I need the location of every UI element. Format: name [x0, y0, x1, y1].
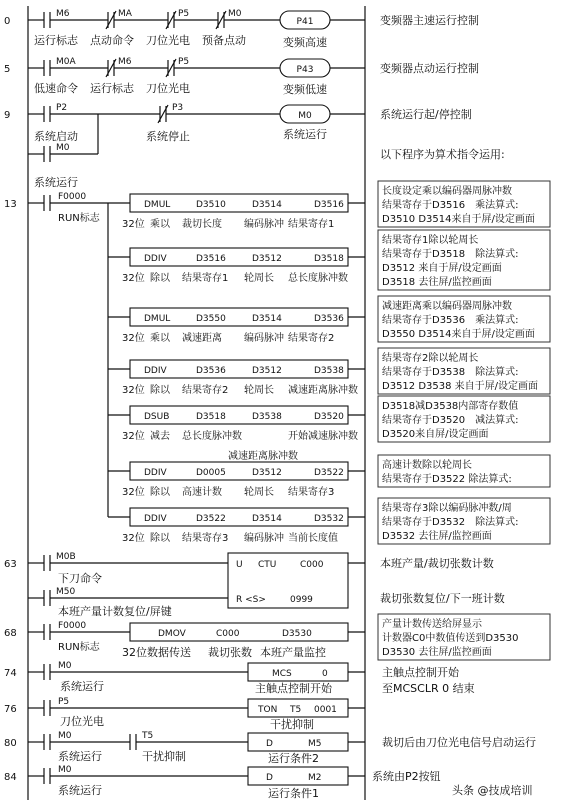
- operand-c: D3520: [314, 412, 344, 422]
- instruction-desc: 32位: [122, 385, 145, 396]
- instruction-desc: 减速距离脉冲数: [228, 451, 298, 462]
- counter-register: C000: [300, 560, 324, 570]
- comment-line: 结果寄存于D3518 除法算式:: [382, 249, 519, 260]
- step-number: 0: [4, 16, 11, 27]
- counter-input: U: [236, 560, 243, 570]
- instruction-desc: 减速距离脉冲数: [288, 385, 358, 396]
- rung-76: [4, 697, 365, 731]
- instruction-op: DDIV: [144, 366, 167, 376]
- instruction-label: 干扰抑制: [270, 718, 314, 731]
- comment-line: D3518 去往屏/监控画面: [382, 277, 492, 288]
- contact-label: 系统启动: [34, 130, 78, 143]
- instruction-desc: 结果寄存1: [182, 273, 229, 284]
- step-number: 9: [4, 110, 11, 121]
- comment-line: 结果寄存于D3522 除法算式:: [382, 474, 512, 485]
- instruction-op: D: [266, 739, 273, 749]
- comment-line: 长度设定乘以编码器周脉冲数: [382, 186, 512, 197]
- operand-b: D3514: [252, 314, 282, 324]
- operand-a: D3536: [196, 366, 226, 376]
- coil-address: M0: [298, 111, 312, 121]
- comment-line: 结果寄存于D3532 除法算式:: [382, 517, 519, 528]
- comment-line: D3530 去往屏/监控画面: [382, 647, 492, 658]
- instruction-list: [108, 194, 365, 544]
- instruction-desc: 32位: [122, 219, 145, 230]
- instruction-desc: 结果寄存1: [288, 219, 335, 230]
- operand-c: D3532: [314, 514, 344, 524]
- step-number: 5: [4, 64, 11, 75]
- instruction-desc: 32位: [122, 333, 145, 344]
- instruction-desc: 除以: [150, 385, 170, 396]
- instruction-op: DDIV: [144, 514, 167, 524]
- rung-80: [4, 731, 536, 765]
- operand-b: D3514: [252, 200, 282, 210]
- instruction-desc: 结果寄存3: [288, 487, 335, 498]
- operand-a: C000: [216, 629, 240, 639]
- instruction-desc: 32位数据传送: [122, 646, 191, 659]
- operand-c: D3522: [314, 468, 344, 478]
- instruction-desc: 乘以: [150, 219, 170, 230]
- coil-label: 变频高速: [283, 36, 327, 49]
- rung-comment: 裁切张数复位/下一班计数: [380, 592, 505, 605]
- operand-a: D3516: [196, 254, 226, 264]
- comment-line: 结果寄存2除以轮周长: [382, 353, 479, 364]
- instruction-op: DMUL: [144, 200, 171, 210]
- instruction-op: TON: [258, 705, 278, 715]
- comment-line: 产量计数传送给屏显示: [382, 619, 482, 630]
- rung-74: [4, 661, 475, 695]
- operand-b: D3512: [252, 468, 282, 478]
- contact-address: MA: [118, 9, 132, 19]
- section-note: 以下程序为算术指令运用:: [380, 148, 505, 161]
- comment-line: 结果寄存于D3520 减法算式:: [382, 415, 519, 426]
- rung-comment: 本班产量/裁切张数计数: [380, 557, 494, 570]
- comment-line: D3520来自屏/设定画面: [382, 429, 489, 440]
- instruction-arg: M2: [308, 773, 322, 783]
- instruction-desc: 减去: [150, 431, 170, 442]
- contact-label: 系统运行: [60, 680, 104, 693]
- instruction-desc: 除以: [150, 487, 170, 498]
- contact-address: T5: [142, 731, 154, 741]
- instruction-desc: 除以: [150, 273, 170, 284]
- operand-a: D0005: [196, 468, 226, 478]
- contact-label: 运行标志: [34, 34, 78, 47]
- instruction-desc: 减速距离: [182, 333, 222, 344]
- instruction-arg: 0001: [314, 705, 337, 715]
- coil-address: P41: [296, 17, 314, 27]
- operand-a: D3518: [196, 412, 226, 422]
- counter-preset: 0999: [290, 595, 313, 605]
- instruction-desc: 32位: [122, 431, 145, 442]
- instruction-desc: 轮周长: [244, 273, 274, 284]
- instruction-desc: 当前长度值: [288, 533, 338, 544]
- contact-label: 运行标志: [90, 82, 134, 95]
- counter-op: CTU: [258, 560, 277, 570]
- operand-b: D3512: [252, 366, 282, 376]
- rung-comment: 裁切后由刀位光电信号启动运行: [382, 736, 536, 749]
- step-number: 13: [4, 199, 17, 210]
- instruction-desc: 轮周长: [244, 385, 274, 396]
- operand-c: D3516: [314, 200, 344, 210]
- contact-label: 干扰抑制: [142, 750, 186, 763]
- instruction-desc: 编码脉冲: [244, 219, 284, 230]
- step-number: 84: [4, 772, 17, 783]
- comment-line: D3532 去往屏/监控画面: [382, 531, 492, 542]
- instruction-desc: 轮周长: [244, 487, 274, 498]
- comment-line: 高速计数除以轮周长: [382, 460, 472, 471]
- contact-label: 下刀命令: [58, 572, 102, 585]
- rung-5: [4, 57, 479, 96]
- instruction-arg: M5: [308, 739, 322, 749]
- comment-line: D3550 D3514来自于屏/设定画面: [382, 329, 535, 340]
- step-number: 63: [4, 559, 17, 570]
- instruction-desc: 乘以: [150, 333, 170, 344]
- instruction-desc: 总长度脉冲数: [288, 273, 348, 284]
- rung-13: [4, 181, 550, 544]
- contact-label: 低速命令: [34, 82, 78, 95]
- step-number: 76: [4, 704, 17, 715]
- contact-address: M0: [58, 765, 72, 775]
- contact-address: M6: [56, 9, 70, 19]
- instruction-comments: [378, 181, 550, 544]
- rung-9: [4, 103, 505, 189]
- contact-address: F0000: [58, 192, 87, 202]
- contact-label: 系统停止: [146, 130, 190, 143]
- instruction-desc: 高速计数: [182, 487, 222, 498]
- contact-address: P3: [172, 103, 184, 113]
- rung-84: [4, 765, 441, 800]
- instruction-desc: 裁切长度: [182, 219, 222, 230]
- contact-address: M0A: [56, 57, 76, 67]
- contact-address: M50: [56, 587, 76, 597]
- instruction-desc: 总长度脉冲数: [182, 431, 242, 442]
- contact-address: P5: [178, 9, 190, 19]
- comment-line: D3512 D3538 来自于屏/设定画面: [382, 381, 539, 392]
- instruction-desc: 32位: [122, 487, 145, 498]
- rung-comment: 变频器点动运行控制: [380, 62, 479, 75]
- counter-reset: R <S>: [236, 595, 266, 605]
- instruction-desc: 编码脉冲: [244, 333, 284, 344]
- contact-address: M0: [56, 143, 70, 153]
- operand-a: D3550: [196, 314, 226, 324]
- instruction-op: DMUL: [144, 314, 171, 324]
- contact-label: 刀位光电: [146, 82, 190, 95]
- instruction-desc: 开始减速脉冲数: [288, 431, 358, 442]
- rung-0: [4, 9, 479, 49]
- comment-line: 主触点控制开始: [382, 666, 459, 679]
- contact-label: RUN标志: [58, 642, 100, 653]
- contact-label: 点动命令: [90, 34, 134, 47]
- operand-b: D3530: [282, 629, 312, 639]
- operand-b: D3538: [252, 412, 282, 422]
- instruction-op: DSUB: [144, 412, 170, 422]
- instruction-desc: 裁切张数: [208, 646, 252, 659]
- instruction-op: DMOV: [158, 629, 186, 639]
- instruction-desc: 除以: [150, 533, 170, 544]
- instruction-desc: 结果寄存2: [182, 385, 229, 396]
- comment-line: 至MCSCLR 0 结束: [382, 682, 475, 695]
- rung-comment: 系统由P2按钮: [372, 770, 441, 783]
- contact-address: P5: [58, 697, 70, 707]
- rung-comment: 变频器主速运行控制: [380, 14, 479, 27]
- instruction-op: D: [266, 773, 273, 783]
- rung-68: [4, 614, 550, 660]
- contact-address: F0000: [58, 621, 87, 631]
- operand-c: D3536: [314, 314, 344, 324]
- instruction-arg: 0: [322, 669, 328, 679]
- contact-label: 系统运行: [58, 750, 102, 763]
- comment-line: D3510 D3514来自于屏/设定画面: [382, 214, 535, 225]
- comment-line: D3518减D3538内部寄存数值: [382, 401, 519, 412]
- contact-label: 刀位光电: [146, 34, 190, 47]
- contact-address: M0B: [56, 552, 76, 562]
- coil-label: 系统运行: [283, 128, 327, 141]
- contact-label: 刀位光电: [60, 715, 104, 728]
- operand-a: D3510: [196, 200, 226, 210]
- step-number: 80: [4, 738, 17, 749]
- step-number: 74: [4, 668, 17, 679]
- watermark: 头条 @技成培训: [452, 784, 533, 797]
- contact-address: M0: [58, 661, 72, 671]
- instruction-label: 运行条件2: [268, 752, 319, 765]
- operand-a: D3522: [196, 514, 226, 524]
- contact-label: 本班产量计数复位/屏键: [58, 605, 172, 618]
- operand-c: D3518: [314, 254, 344, 264]
- contact-address: M0: [228, 9, 242, 19]
- comment-line: 结果寄存3除以编码脉冲数/周: [382, 503, 512, 514]
- instruction-op: MCS: [272, 669, 292, 679]
- instruction-desc: 结果寄存3: [182, 533, 229, 544]
- coil-address: P43: [296, 65, 314, 75]
- contact-address: M0: [58, 731, 72, 741]
- step-number: 68: [4, 628, 17, 639]
- instruction-desc: 本班产量监控: [260, 646, 326, 659]
- operand-c: D3538: [314, 366, 344, 376]
- instruction-desc: 编码脉冲: [244, 533, 284, 544]
- contact-address: M6: [118, 57, 132, 67]
- coil-label: 变频低速: [283, 83, 327, 96]
- instruction-op: DDIV: [144, 468, 167, 478]
- comment-line: 结果寄存于D3516 乘法算式:: [382, 200, 519, 211]
- contact-address: P5: [178, 57, 190, 67]
- rung-63: [4, 552, 505, 618]
- contact-address: P2: [56, 103, 68, 113]
- instruction-label: 主触点控制开始: [255, 682, 332, 695]
- instruction-label: 运行条件1: [268, 787, 319, 800]
- comment-line: 结果寄存于D3538 除法算式:: [382, 367, 519, 378]
- operand-b: D3512: [252, 254, 282, 264]
- rung-comment: 系统运行起/停控制: [380, 108, 472, 121]
- operand-b: D3514: [252, 514, 282, 524]
- instruction-desc: 结果寄存2: [288, 333, 335, 344]
- instruction-op: DDIV: [144, 254, 167, 264]
- instruction-desc: 32位: [122, 273, 145, 284]
- comment-line: 结果寄存于D3536 乘法算式:: [382, 315, 519, 326]
- comment-line: 计数器C0中数值传送到D3530: [382, 633, 519, 644]
- instruction-arg: T5: [290, 705, 302, 715]
- comment-line: D3512 来自于屏/设定画面: [382, 263, 502, 274]
- contact-label: 系统运行: [58, 784, 102, 797]
- contact-label: 系统运行: [34, 176, 78, 189]
- contact-label: RUN标志: [58, 213, 100, 224]
- instruction-desc: 32位: [122, 533, 145, 544]
- contact-label: 预备点动: [202, 34, 246, 47]
- comment-line: 结果寄存1除以轮周长: [382, 235, 479, 246]
- comment-line: 减速距离乘以编码器周脉冲数: [382, 301, 512, 312]
